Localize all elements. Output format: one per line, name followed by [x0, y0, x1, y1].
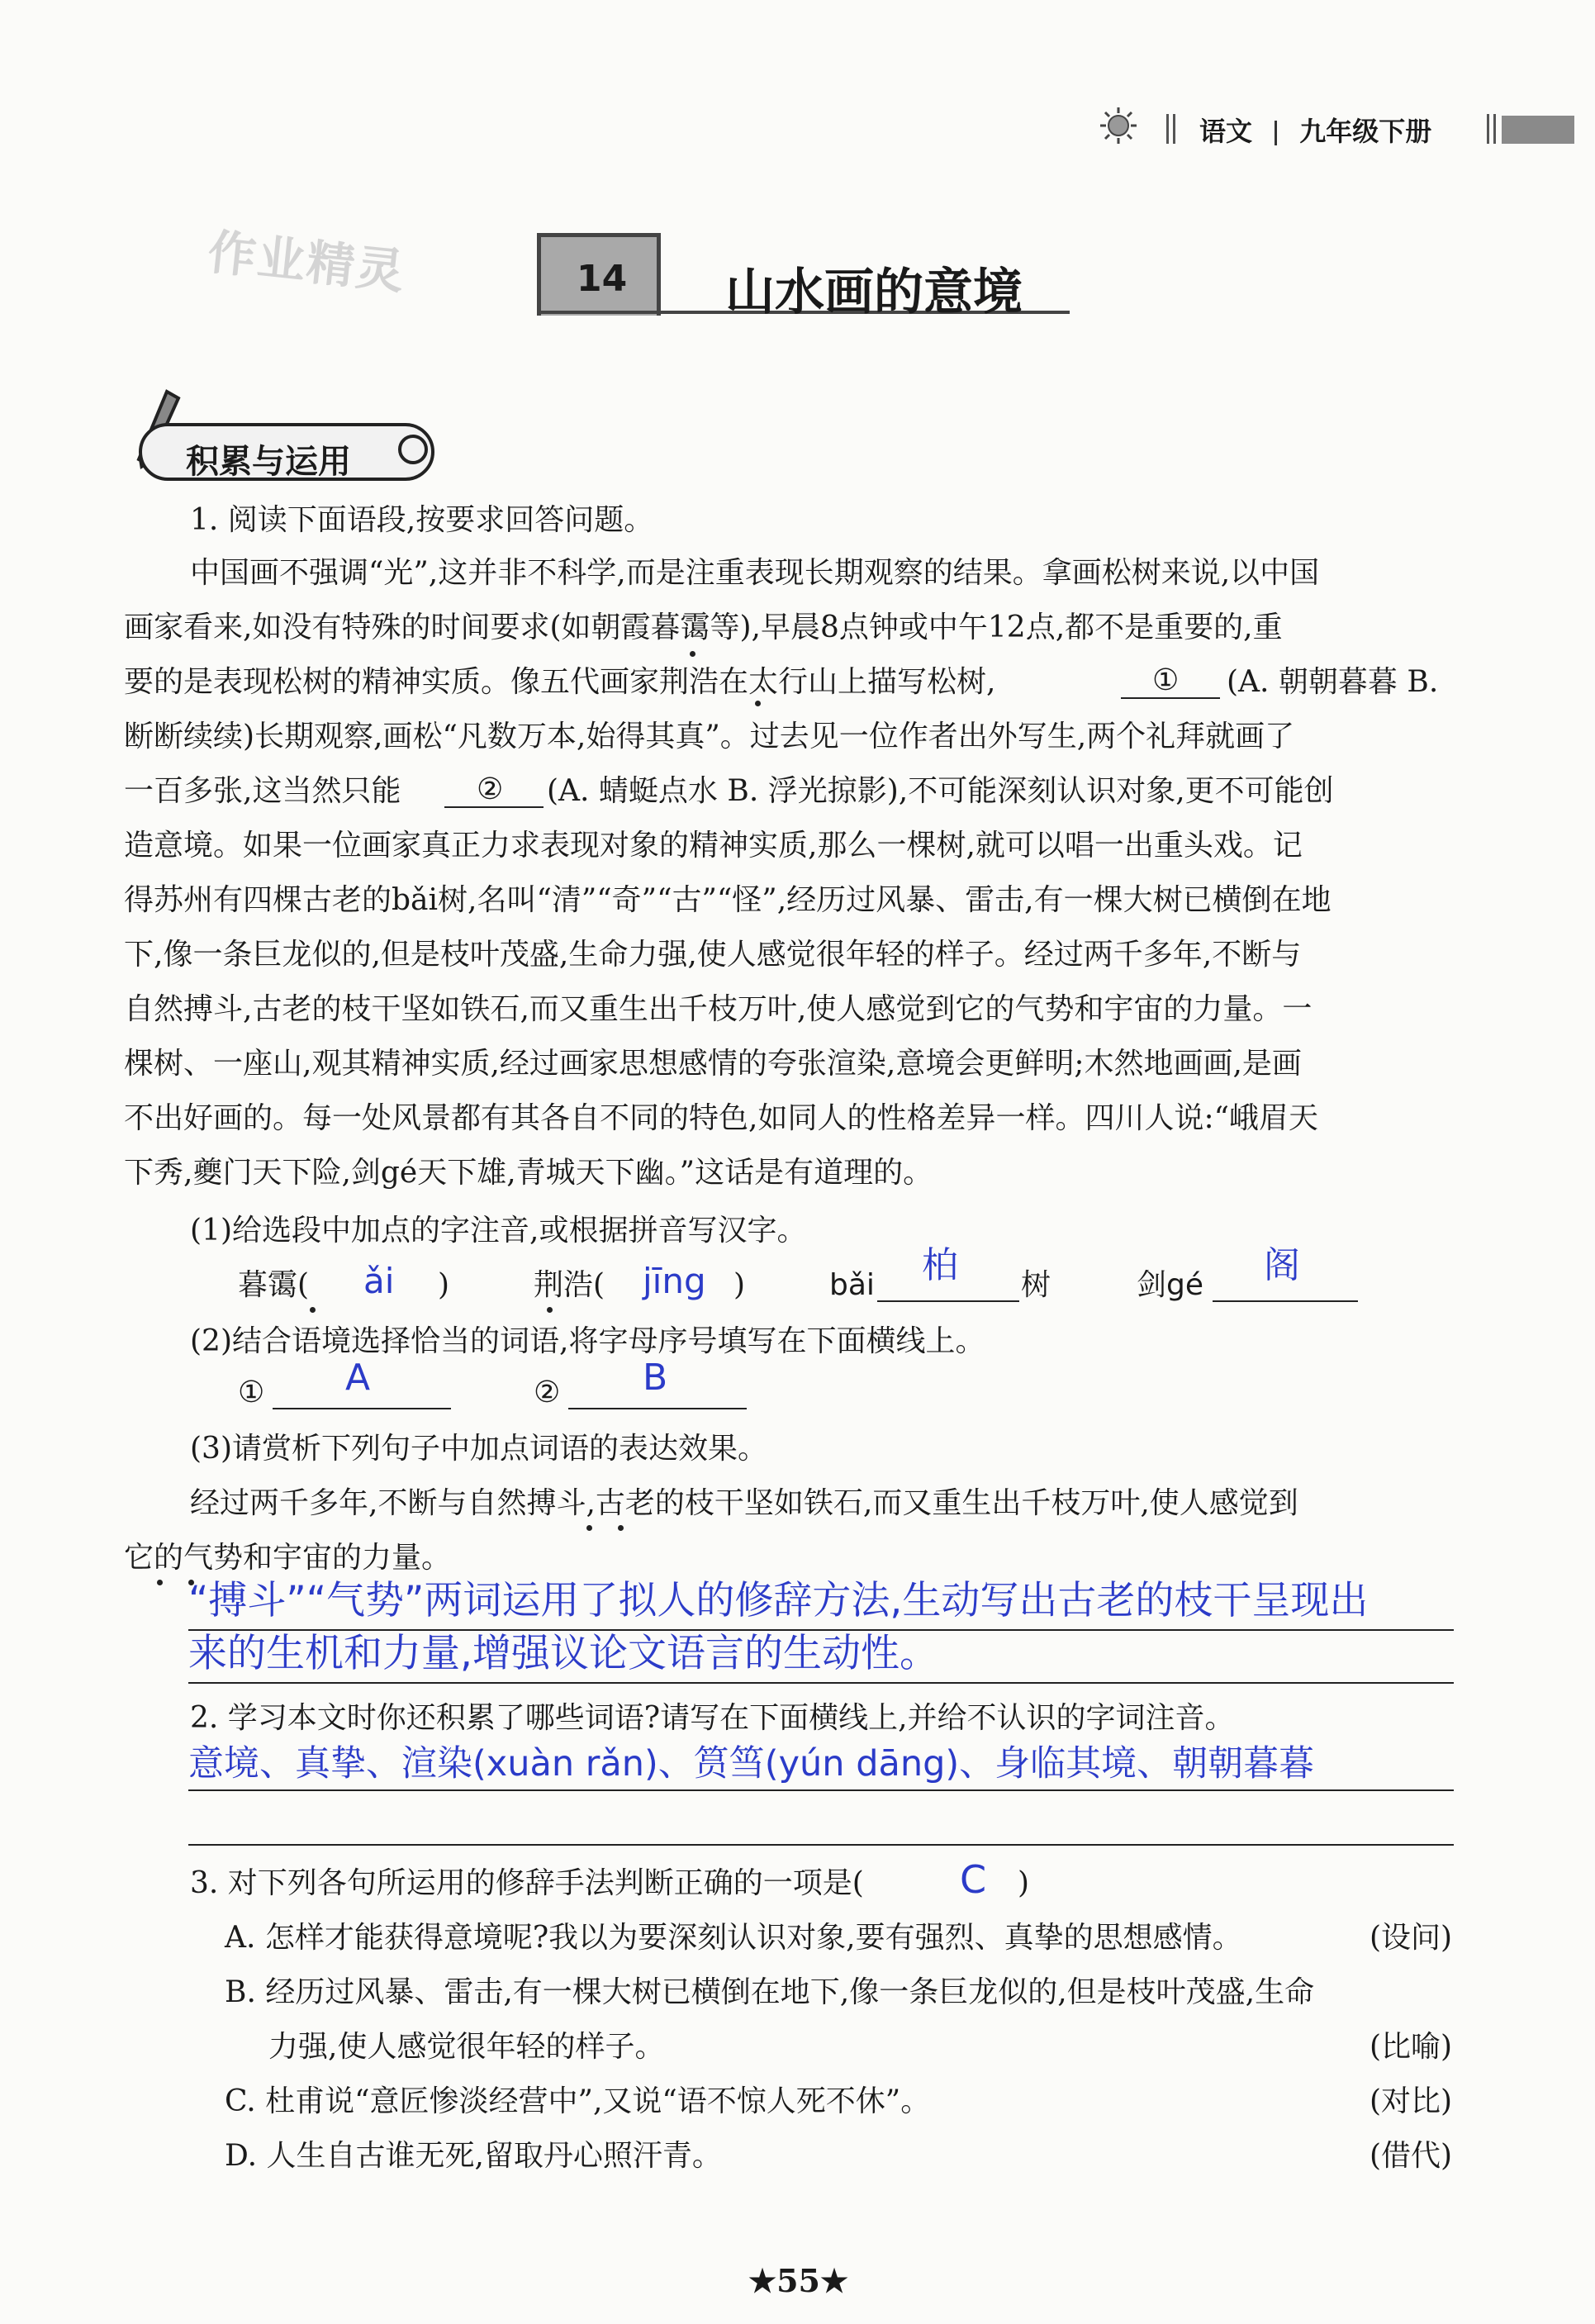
sub2-answer-1: A [345, 1357, 371, 1399]
sub1-item-label: 荆浩( [534, 1268, 605, 1302]
q1-prompt: 1. 阅读下面语段,按要求回答问题。 [190, 503, 654, 537]
passage-line: 断断续续)长期观察,画松“凡数万本,始得其真”。过去见一位作者出外写生,两个礼拜就画了 [124, 720, 1295, 753]
watermark-logo: 作业精灵 [205, 223, 409, 301]
sub2-item-label: ① [238, 1376, 265, 1409]
sub2-item-label: ② [534, 1376, 561, 1409]
blank-1-label: ① [1152, 663, 1180, 697]
passage-line: 造意境。如果一位画家真正力求表现对象的精神实质,那么一棵树,就可以唱一出重头戏。记 [124, 829, 1303, 863]
emphasis-dot [690, 651, 695, 657]
q3-option-c: C. 杜甫说“意匠惨淡经营中”,又说“语不惊人死不休”。 [225, 2084, 931, 2118]
q2-prompt: 2. 学习本文时你还积累了哪些词语?请写在下面横线上,并给不认识的字词注音。 [190, 1701, 1235, 1735]
page-number: ★55★ [748, 2262, 849, 2299]
blank-2-label: ② [477, 772, 504, 806]
header-sun-icon [1099, 106, 1138, 145]
sub1-item-close: ) [733, 1268, 746, 1302]
answer-line [188, 1844, 1454, 1846]
emphasis-dot [618, 1525, 624, 1531]
lesson-number: 14 [577, 258, 628, 300]
q2-answer: 意境、真挚、渲染(xuàn rǎn)、筼筜(yún dāng)、身临其境、朝朝暮暮 [188, 1743, 1315, 1785]
header-subject: 语文 [1199, 116, 1253, 147]
passage-line: 棵树、一座山,观其精神实质,经过画家思想感情的夸张渲染,意境会更鲜明;木然地画画,是画 [124, 1047, 1302, 1081]
header-divider [1487, 114, 1489, 144]
emphasis-dot [547, 1307, 553, 1313]
emphasis-dot [586, 1525, 592, 1531]
q3-option-a: A. 怎样才能获得意境呢?我以为要深刻认识对象,要有强烈、真挚的思想感情。 [225, 1921, 1242, 1955]
q1-sub1-prompt: (1)给选段中加点的字注音,或根据拼音写汉字。 [190, 1214, 807, 1248]
passage-line: (A. 蜻蜓点水 B. 浮光掠影),不可能深刻认识对象,更不可能创 [547, 774, 1334, 808]
lesson-title: 山水画的意境 [725, 264, 1023, 321]
emphasis-dot [755, 701, 761, 706]
passage-line: 中国画不强调“光”,这并非不科学,而是注重表现长期观察的结果。拿画松树来说,以中国 [190, 556, 1320, 590]
passage-line: 下,像一条巨龙似的,但是枝叶茂盛,生命力强,使人感觉很年轻的样子。经过两千多年,不断与 [124, 938, 1302, 972]
sub1-answer-bai: 柏 [922, 1244, 958, 1286]
header-title [1199, 111, 1431, 149]
sub3-quote: 经过两千多年,不断与自然搏斗,古老的枝干坚如铁石,而又重生出千枝万叶,使人感觉到 [190, 1486, 1298, 1520]
badge-ring-icon [398, 435, 428, 464]
sub2-answer-2: B [643, 1357, 668, 1399]
sub1-item-close: 树 [1021, 1268, 1051, 1302]
q3-option-b-tag: (比喻) [1370, 2030, 1453, 2064]
sub3-answer-line: “搏斗”“气势”两词运用了拟人的修辞方法,生动写出古老的枝干呈现出 [188, 1578, 1369, 1623]
q3-answer: C [960, 1857, 987, 1902]
passage-line: 自然搏斗,古老的枝干坚如铁石,而又重生出千枝万叶,使人感觉到它的气势和宇宙的力量。一 [124, 992, 1313, 1026]
answer-line [188, 1682, 1454, 1684]
q3-option-c-tag: (对比) [1370, 2084, 1453, 2118]
section-title: 积累与运用 [186, 443, 351, 481]
sub1-item-label: 暮霭( [238, 1268, 310, 1302]
passage-line: 画家看来,如没有特殊的时间要求(如朝霞暮霭等),早晨8点钟或中午12点,都不是重要的,重 [124, 611, 1283, 644]
passage-line: 要的是表现松树的精神实质。像五代画家荆浩在太行山上描写松树, [124, 665, 996, 699]
passage-line: (A. 朝朝暮暮 B. [1227, 665, 1439, 699]
passage-line: 不出好画的。每一处风景都有其各自不同的特色,如同人的性格差异一样。四川人说:“峨眉天 [124, 1101, 1318, 1135]
answer-line [188, 1789, 1454, 1791]
sub1-answer-ge: 阁 [1264, 1244, 1300, 1286]
header-bar [1502, 116, 1574, 144]
sub1-item-close: ) [438, 1268, 450, 1302]
header-divider [1493, 114, 1496, 144]
header-grade: 九年级下册 [1299, 116, 1432, 147]
header-divider [1173, 114, 1175, 144]
sub3-quote: 它的气势和宇宙的力量。 [124, 1541, 452, 1575]
q3-prompt: 3. 对下列各句所运用的修辞手法判断正确的一项是( [190, 1866, 864, 1900]
passage-line: 一百多张,这当然只能 [124, 774, 401, 808]
q3-option-b-cont: 力强,使人感觉很年轻的样子。 [268, 2030, 665, 2064]
sub1-answer-ai: ǎi [363, 1261, 395, 1301]
header-divider [1166, 114, 1169, 144]
q1-sub2-prompt: (2)结合语境选择恰当的词语,将字母序号填写在下面横线上。 [190, 1324, 985, 1358]
sub1-answer-jing: jīng [643, 1261, 706, 1301]
q3-option-b: B. 经历过风暴、雷击,有一棵大树已横倒在地下,像一条巨龙似的,但是枝叶茂盛,生命 [225, 1975, 1315, 2009]
sub1-item-label: bǎi [829, 1268, 875, 1302]
sub1-item-label: 剑gé [1137, 1268, 1204, 1302]
passage-line: 下秀,夔门天下险,剑gé天下雄,青城天下幽。”这话是有道理的。 [124, 1156, 933, 1190]
emphasis-dot [157, 1580, 163, 1585]
q3-option-a-tag: (设问) [1370, 1921, 1453, 1955]
emphasis-dot [310, 1307, 316, 1313]
passage-line: 得苏州有四棵古老的bǎi树,名叫“清”“奇”“古”“怪”,经历过风暴、雷击,有一棵大树已横倒在地 [124, 883, 1332, 917]
sub3-answer-line: 来的生机和力量,增强议论文语言的生动性。 [188, 1631, 938, 1676]
q3-option-d-tag: (借代) [1370, 2139, 1453, 2173]
q1-sub3-prompt: (3)请赏析下列句子中加点词语的表达效果。 [190, 1432, 767, 1466]
q3-close: ) [1018, 1866, 1030, 1900]
q3-option-d: D. 人生自古谁无死,留取丹心照汗青。 [225, 2139, 722, 2173]
